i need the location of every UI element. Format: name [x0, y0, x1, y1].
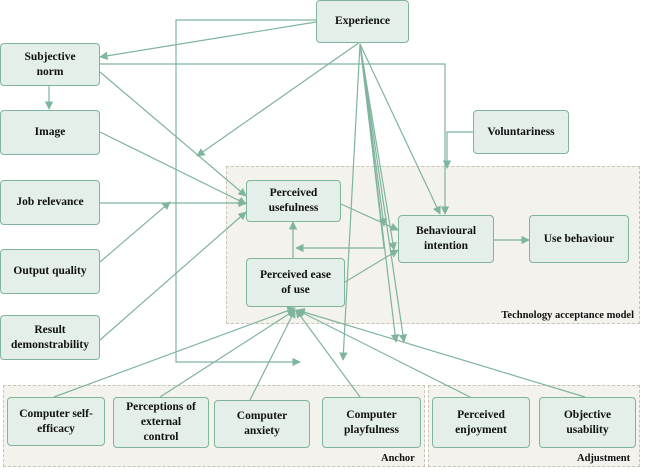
edge-result-demonstrability-to-usefulness: [100, 212, 246, 340]
edge-subjective-norm-to-usefulness: [100, 72, 246, 196]
perceived-ease-of-use-node[interactable]: Perceived ease of use: [246, 258, 345, 307]
output-quality-node[interactable]: Output quality: [0, 249, 100, 294]
image-node[interactable]: Image: [0, 110, 100, 155]
result-demonstrability-node[interactable]: Result demonstrability: [0, 315, 100, 360]
behavioural-intention-node[interactable]: Behavioural intention: [398, 215, 494, 263]
adjustment-region-label: Adjustment: [577, 453, 631, 464]
voluntariness-node[interactable]: Voluntariness: [473, 110, 569, 154]
edge-voluntariness-to-intention: [447, 132, 473, 168]
objective-usability-node[interactable]: Objective usability: [539, 397, 636, 448]
experience-node[interactable]: Experience: [316, 0, 409, 43]
edge-experience-to-loop-point: [197, 42, 360, 156]
anchor-region-label: Anchor: [381, 453, 415, 464]
perceived-enjoyment-node[interactable]: Perceived enjoyment: [432, 397, 530, 448]
perceived-usefulness-node[interactable]: Perceived usefulness: [246, 180, 341, 222]
perceptions-external-control-node[interactable]: Perceptions of external control: [113, 397, 209, 448]
subjective-norm-node[interactable]: Subjective norm: [0, 43, 100, 86]
edge-output-quality-to-usefulness: [100, 202, 170, 262]
computer-self-efficacy-node[interactable]: Computer self- efficacy: [7, 397, 105, 446]
computer-anxiety-node[interactable]: Computer anxiety: [214, 400, 310, 448]
edge-image-to-usefulness: [100, 132, 246, 204]
computer-playfulness-node[interactable]: Computer playfulness: [322, 397, 421, 448]
job-relevance-node[interactable]: Job relevance: [0, 180, 100, 225]
tam-region-label: Technology acceptance model: [501, 310, 634, 321]
edge-experience-to-subjective-norm: [100, 22, 316, 57]
use-behaviour-node[interactable]: Use behaviour: [529, 215, 629, 263]
